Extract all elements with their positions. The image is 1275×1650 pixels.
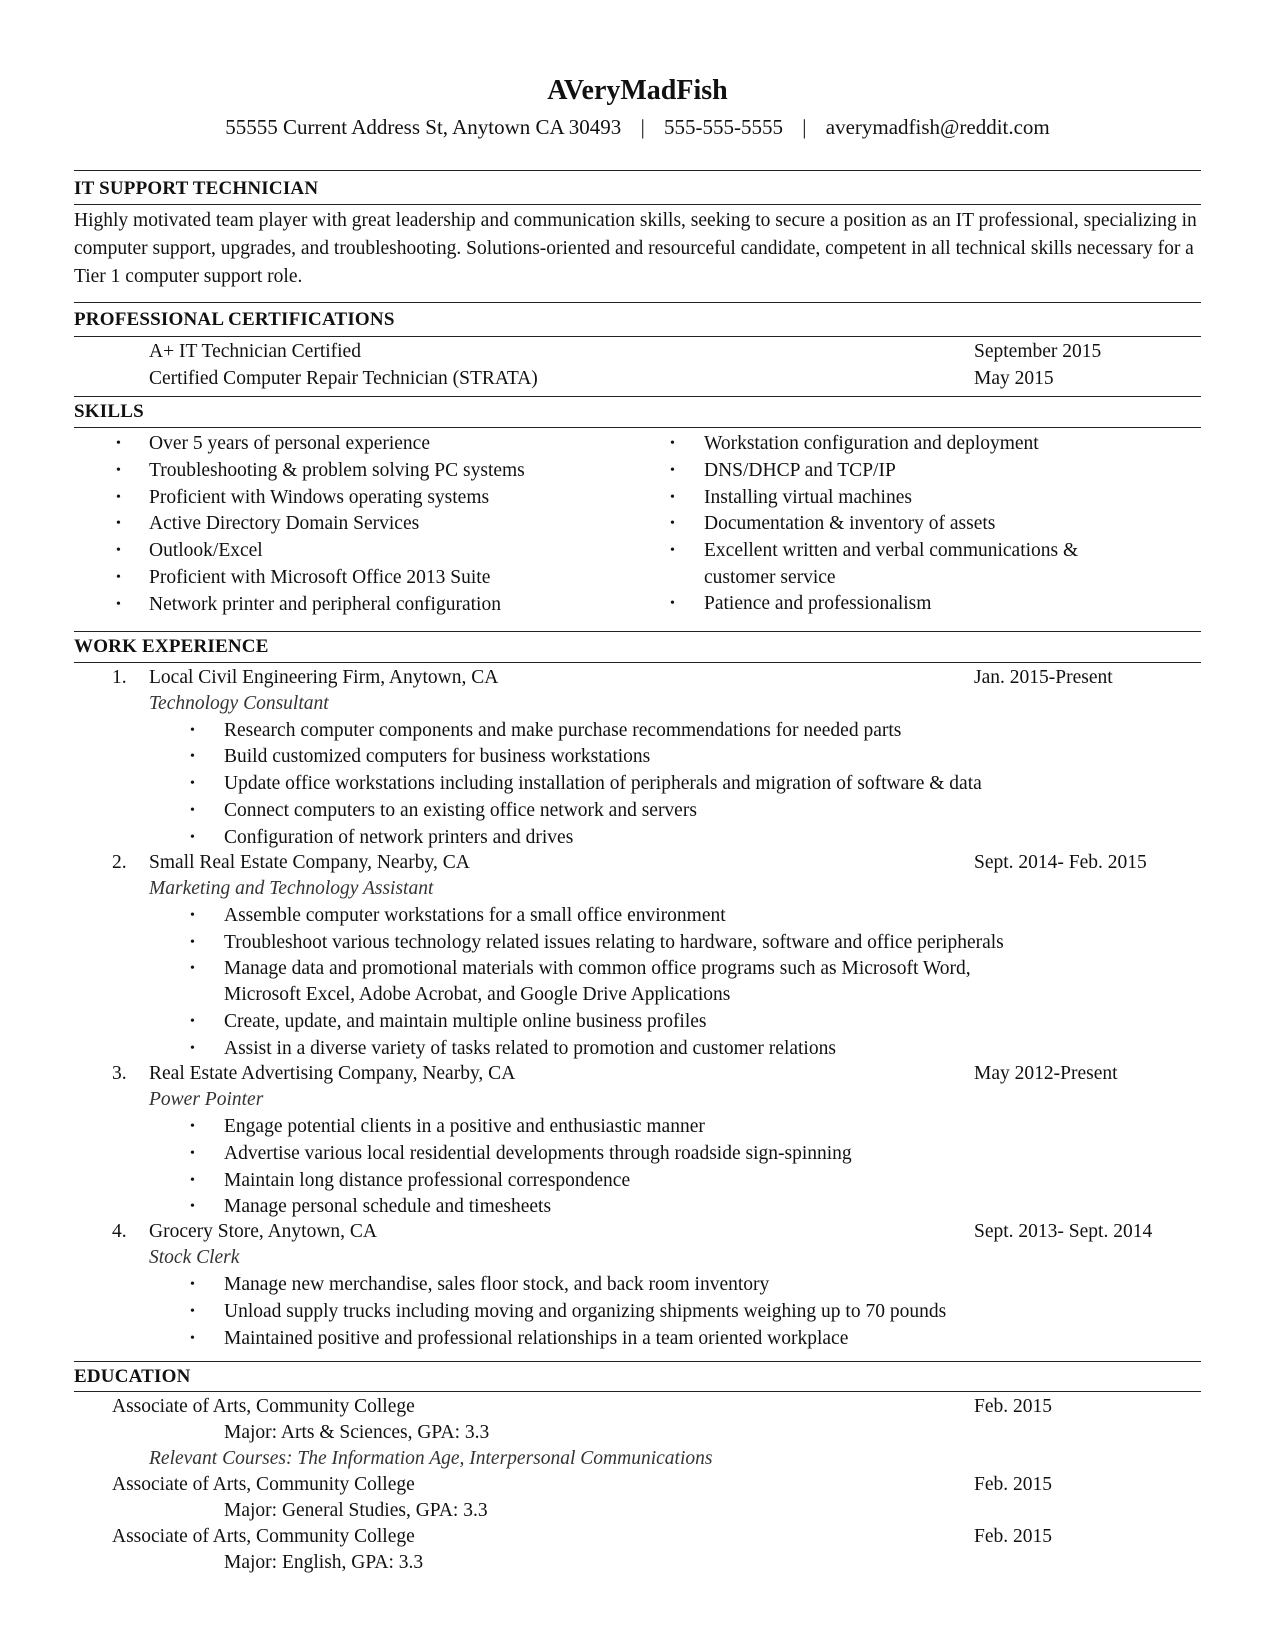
job-bullet: Update office workstations including installation of peripherals and migration of software & data [224,773,982,794]
cert-date: May 2015 [974,368,1054,389]
edu-major: Major: English, GPA: 3.3 [224,1552,424,1573]
job-bullet: Create, update, and maintain multiple online business profiles [224,1011,707,1032]
skill-item: Outlook/Excel [149,540,263,561]
job-bullet: Assist in a diverse variety of tasks related to promotion and customer relations [224,1038,836,1059]
job-date: Jan. 2015-Present [974,667,1113,688]
summary-text: Highly motivated team player with great leadership and communication skills, seeking to secure a position as an IT professional, specializing in computer support, upgrades, and troubleshooting. Solutions-oriented and resourceful candidate, competent in all technical skills necessary for a Tier 1 computer support role. [74,210,1197,287]
edu-date: Feb. 2015 [974,1396,1052,1417]
job-bullet: Manage personal schedule and timesheets [224,1196,552,1217]
job-company: Small Real Estate Company, Nearby, CA [149,852,470,873]
divider [74,302,1201,303]
bullet-icon: • [116,597,121,612]
section-title-education: EDUCATION [74,1366,191,1387]
job-company: Real Estate Advertising Company, Nearby, CA [149,1063,516,1084]
address: 55555 Current Address St, Anytown CA 30493 [225,115,622,139]
skill-item: Network printer and peripheral configuration [149,594,501,615]
bullet-icon: • [116,570,121,585]
divider [74,396,1201,397]
edu-courses: Relevant Courses: The Information Age, Interpersonal Communications [149,1448,713,1469]
skill-item: Proficient with Windows operating systems [149,487,490,508]
bullet-icon: • [116,516,121,531]
job-role: Power Pointer [149,1089,264,1110]
cert-name: Certified Computer Repair Technician (STRATA) [149,368,538,389]
job-number: 1. [112,667,127,688]
bullet-icon: • [190,908,195,923]
job-bullet: Maintained positive and professional relationships in a team oriented workplace [224,1328,849,1349]
bullet-icon: • [116,463,121,478]
job-bullet: Unload supply trucks including moving and organizing shipments weighing up to 70 pounds [224,1301,947,1322]
bullet-icon: • [670,596,675,611]
bullet-icon: • [116,543,121,558]
separator: | [802,115,807,139]
job-bullet: Manage data and promotional materials with common office programs such as Microsoft Word, [224,958,971,979]
bullet-icon: • [670,463,675,478]
phone: 555-555-5555 [664,115,784,139]
edu-school: Associate of Arts, Community College [112,1474,415,1495]
section-title-work: WORK EXPERIENCE [74,636,269,657]
section-title-objective: IT SUPPORT TECHNICIAN [74,178,319,199]
bullet-icon: • [190,1146,195,1161]
job-number: 3. [112,1063,127,1084]
job-company: Grocery Store, Anytown, CA [149,1221,378,1242]
email: averymadfish@reddit.com [825,115,1050,139]
bullet-icon: • [670,436,675,451]
bullet-icon: • [670,543,675,558]
divider [74,204,1201,205]
job-role: Technology Consultant [149,693,329,714]
job-bullet: Research computer components and make purchase recommendations for needed parts [224,720,902,741]
skill-item: Proficient with Microsoft Office 2013 Suite [149,567,491,588]
job-number: 2. [112,852,127,873]
section-title-skills: SKILLS [74,401,144,422]
bullet-icon: • [190,1119,195,1134]
bullet-icon: • [190,935,195,950]
skill-item: Troubleshooting & problem solving PC systems [149,460,525,481]
candidate-name: AVeryMadFish [547,75,728,106]
section-title-certifications: PROFESSIONAL CERTIFICATIONS [74,309,395,330]
edu-major: Major: Arts & Sciences, GPA: 3.3 [224,1422,490,1443]
job-bullet: Maintain long distance professional correspondence [224,1170,631,1191]
bullet-icon: • [190,723,195,738]
divider [74,1391,1201,1392]
job-bullet: Assemble computer workstations for a small office environment [224,905,726,926]
job-date: Sept. 2014- Feb. 2015 [974,852,1147,873]
separator: | [640,115,645,139]
edu-date: Feb. 2015 [974,1526,1052,1547]
edu-school: Associate of Arts, Community College [112,1526,415,1547]
skill-item: Patience and professionalism [704,593,932,614]
job-bullet: Configuration of network printers and drives [224,827,574,848]
contact-line [0,113,1275,141]
divider [74,631,1201,632]
divider [74,170,1201,171]
job-bullet: Manage new merchandise, sales floor stock, and back room inventory [224,1274,770,1295]
skill-item: DNS/DHCP and TCP/IP [704,460,896,481]
skill-item: Installing virtual machines [704,487,912,508]
job-role: Stock Clerk [149,1247,240,1268]
divider [74,336,1201,337]
bullet-icon: • [670,516,675,531]
job-date: May 2012-Present [974,1063,1118,1084]
bullet-icon: • [190,1331,195,1346]
divider [74,662,1201,663]
skill-item: Over 5 years of personal experience [149,433,430,454]
bullet-icon: • [116,490,121,505]
job-role: Marketing and Technology Assistant [149,878,434,899]
skill-item: customer service [704,567,836,588]
job-bullet: Microsoft Excel, Adobe Acrobat, and Google Drive Applications [224,984,731,1005]
bullet-icon: • [190,1173,195,1188]
edu-date: Feb. 2015 [974,1474,1052,1495]
skill-item: Documentation & inventory of assets [704,513,996,534]
edu-major: Major: General Studies, GPA: 3.3 [224,1500,488,1521]
job-company: Local Civil Engineering Firm, Anytown, CA [149,667,499,688]
skill-item: Excellent written and verbal communications & [704,540,1079,561]
bullet-icon: • [190,749,195,764]
divider [74,427,1201,428]
skill-item: Workstation configuration and deployment [704,433,1039,454]
job-date: Sept. 2013- Sept. 2014 [974,1221,1153,1242]
bullet-icon: • [190,961,195,976]
job-bullet: Advertise various local residential developments through roadside sign-spinning [224,1143,852,1164]
bullet-icon: • [190,803,195,818]
bullet-icon: • [116,436,121,451]
job-bullet: Engage potential clients in a positive and enthusiastic manner [224,1116,705,1137]
skill-item: Active Directory Domain Services [149,513,420,534]
bullet-icon: • [190,1277,195,1292]
edu-school: Associate of Arts, Community College [112,1396,415,1417]
bullet-icon: • [190,1014,195,1029]
bullet-icon: • [190,1304,195,1319]
job-number: 4. [112,1221,127,1242]
bullet-icon: • [190,1041,195,1056]
job-bullet: Troubleshoot various technology related issues relating to hardware, software and office peripherals [224,932,1004,953]
bullet-icon: • [670,490,675,505]
cert-date: September 2015 [974,341,1102,362]
cert-name: A+ IT Technician Certified [149,341,361,362]
job-bullet: Build customized computers for business workstations [224,746,651,767]
divider [74,1361,1201,1362]
job-bullet: Connect computers to an existing office network and servers [224,800,697,821]
bullet-icon: • [190,776,195,791]
bullet-icon: • [190,1199,195,1214]
bullet-icon: • [190,830,195,845]
